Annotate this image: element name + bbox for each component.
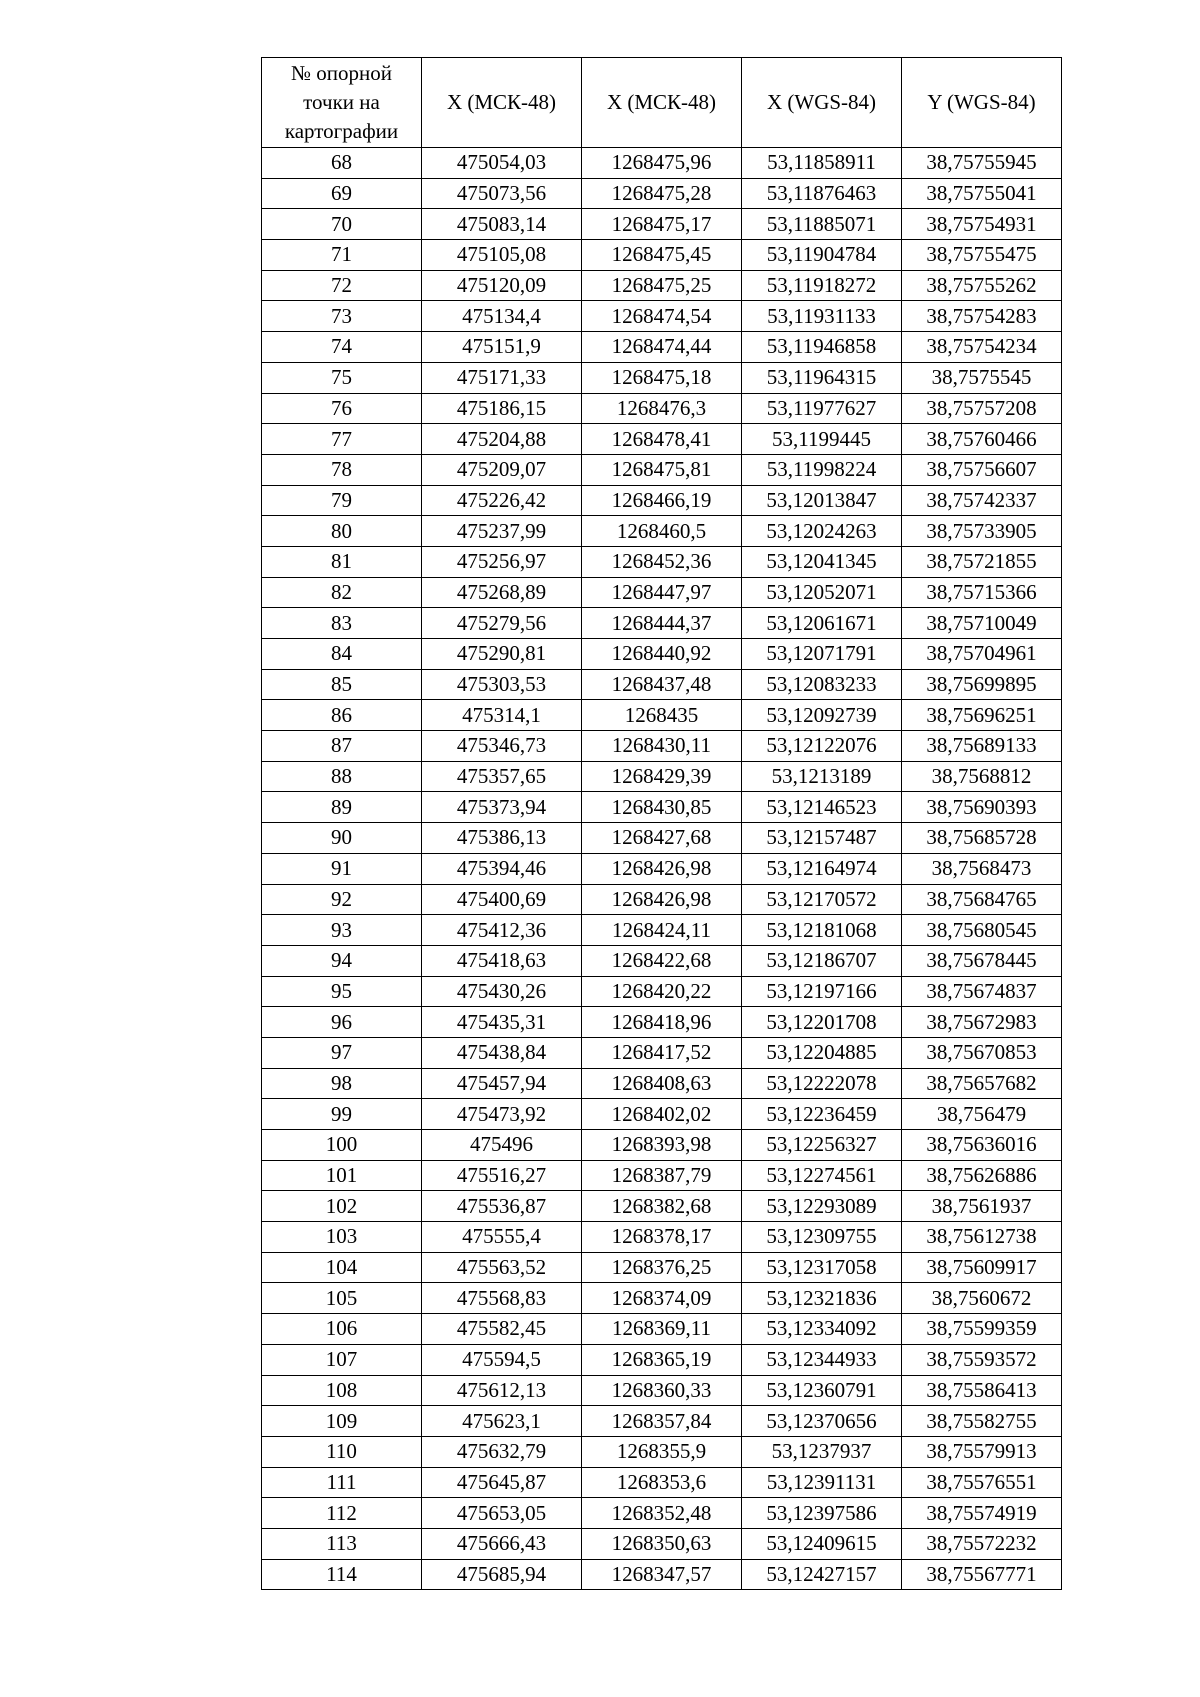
cell-y-msk: 1268475,81 (582, 454, 742, 485)
cell-y-msk: 1268417,52 (582, 1037, 742, 1068)
cell-x-wgs: 53,12274561 (742, 1160, 902, 1191)
cell-x-wgs: 53,11998224 (742, 454, 902, 485)
cell-x-msk: 475418,63 (422, 945, 582, 976)
cell-y-msk: 1268378,17 (582, 1222, 742, 1253)
table-row (262, 1099, 1062, 1130)
cell-x-wgs: 53,12409615 (742, 1528, 902, 1559)
cell-y-wgs: 38,7561937 (902, 1191, 1062, 1222)
cell-x-msk: 475083,14 (422, 209, 582, 240)
cell-point-number: 84 (262, 639, 422, 670)
header-point-line-2: точки на (303, 90, 380, 114)
cell-y-wgs: 38,75721855 (902, 546, 1062, 577)
table-row (262, 823, 1062, 854)
cell-point-number: 112 (262, 1498, 422, 1529)
cell-x-msk: 475073,56 (422, 178, 582, 209)
cell-point-number: 71 (262, 240, 422, 271)
cell-x-wgs: 53,12293089 (742, 1191, 902, 1222)
cell-x-msk: 475632,79 (422, 1436, 582, 1467)
cell-point-number: 110 (262, 1436, 422, 1467)
cell-y-wgs: 38,75760466 (902, 424, 1062, 455)
cell-y-wgs: 38,75593572 (902, 1344, 1062, 1375)
cell-point-number: 100 (262, 1130, 422, 1161)
cell-y-msk: 1268387,79 (582, 1160, 742, 1191)
cell-point-number: 102 (262, 1191, 422, 1222)
cell-point-number: 95 (262, 976, 422, 1007)
cell-y-msk: 1268369,11 (582, 1314, 742, 1345)
cell-y-wgs: 38,75672983 (902, 1007, 1062, 1038)
cell-x-wgs: 53,11876463 (742, 178, 902, 209)
cell-point-number: 78 (262, 454, 422, 485)
cell-y-wgs: 38,75754283 (902, 301, 1062, 332)
cell-x-msk: 475054,03 (422, 148, 582, 179)
table-row (262, 1344, 1062, 1375)
cell-y-wgs: 38,75755262 (902, 270, 1062, 301)
cell-y-msk: 1268426,98 (582, 853, 742, 884)
cell-y-msk: 1268427,68 (582, 823, 742, 854)
cell-y-wgs: 38,75742337 (902, 485, 1062, 516)
cell-x-msk: 475438,84 (422, 1037, 582, 1068)
table-row (262, 1037, 1062, 1068)
cell-x-msk: 475357,65 (422, 761, 582, 792)
cell-y-msk: 1268355,9 (582, 1436, 742, 1467)
cell-x-msk: 475290,81 (422, 639, 582, 670)
cell-x-wgs: 53,12013847 (742, 485, 902, 516)
table-row (262, 1007, 1062, 1038)
header-x-wgs: X (WGS-84) (742, 58, 902, 148)
cell-y-msk: 1268476,3 (582, 393, 742, 424)
cell-y-msk: 1268353,6 (582, 1467, 742, 1498)
cell-x-wgs: 53,12164974 (742, 853, 902, 884)
cell-y-wgs: 38,756479 (902, 1099, 1062, 1130)
cell-y-msk: 1268422,68 (582, 945, 742, 976)
cell-x-wgs: 53,12146523 (742, 792, 902, 823)
cell-y-wgs: 38,75689133 (902, 731, 1062, 762)
table-row (262, 945, 1062, 976)
cell-x-wgs: 53,11946858 (742, 332, 902, 363)
cell-x-wgs: 53,12344933 (742, 1344, 902, 1375)
cell-y-msk: 1268444,37 (582, 608, 742, 639)
cell-point-number: 74 (262, 332, 422, 363)
header-y-wgs: Y (WGS-84) (902, 58, 1062, 148)
cell-y-wgs: 38,75657682 (902, 1068, 1062, 1099)
table-row (262, 424, 1062, 455)
cell-x-msk: 475268,89 (422, 577, 582, 608)
cell-y-wgs: 38,75680545 (902, 915, 1062, 946)
cell-y-msk: 1268452,36 (582, 546, 742, 577)
table-row (262, 240, 1062, 271)
cell-point-number: 105 (262, 1283, 422, 1314)
cell-y-wgs: 38,75684765 (902, 884, 1062, 915)
table-row (262, 1252, 1062, 1283)
table-row (262, 792, 1062, 823)
cell-y-wgs: 38,75612738 (902, 1222, 1062, 1253)
cell-point-number: 106 (262, 1314, 422, 1345)
cell-y-wgs: 38,75609917 (902, 1252, 1062, 1283)
cell-x-wgs: 53,12236459 (742, 1099, 902, 1130)
table-row (262, 577, 1062, 608)
table-row (262, 1160, 1062, 1191)
table-row (262, 976, 1062, 1007)
table-row (262, 1559, 1062, 1590)
cell-y-wgs: 38,75674837 (902, 976, 1062, 1007)
cell-y-wgs: 38,7560672 (902, 1283, 1062, 1314)
cell-x-msk: 475400,69 (422, 884, 582, 915)
cell-y-wgs: 38,75755475 (902, 240, 1062, 271)
cell-y-msk: 1268429,39 (582, 761, 742, 792)
header-point-line-3: картографии (284, 119, 399, 143)
table-row (262, 1375, 1062, 1406)
cell-point-number: 89 (262, 792, 422, 823)
cell-x-msk: 475430,26 (422, 976, 582, 1007)
cell-point-number: 103 (262, 1222, 422, 1253)
cell-y-msk: 1268475,25 (582, 270, 742, 301)
cell-x-wgs: 53,12197166 (742, 976, 902, 1007)
cell-point-number: 104 (262, 1252, 422, 1283)
cell-y-msk: 1268365,19 (582, 1344, 742, 1375)
cell-y-msk: 1268435 (582, 700, 742, 731)
cell-y-msk: 1268447,97 (582, 577, 742, 608)
cell-point-number: 69 (262, 178, 422, 209)
cell-x-msk: 475171,33 (422, 362, 582, 393)
cell-point-number: 92 (262, 884, 422, 915)
cell-y-msk: 1268475,28 (582, 178, 742, 209)
cell-x-msk: 475279,56 (422, 608, 582, 639)
cell-point-number: 97 (262, 1037, 422, 1068)
cell-x-wgs: 53,1199445 (742, 424, 902, 455)
cell-y-msk: 1268440,92 (582, 639, 742, 670)
cell-x-wgs: 53,11918272 (742, 270, 902, 301)
cell-point-number: 79 (262, 485, 422, 516)
cell-y-wgs: 38,75696251 (902, 700, 1062, 731)
cell-x-msk: 475386,13 (422, 823, 582, 854)
cell-x-msk: 475314,1 (422, 700, 582, 731)
cell-y-msk: 1268466,19 (582, 485, 742, 516)
cell-y-msk: 1268460,5 (582, 516, 742, 547)
cell-y-wgs: 38,75579913 (902, 1436, 1062, 1467)
cell-x-wgs: 53,12157487 (742, 823, 902, 854)
cell-x-msk: 475120,09 (422, 270, 582, 301)
cell-y-wgs: 38,75586413 (902, 1375, 1062, 1406)
table-row (262, 209, 1062, 240)
cell-point-number: 76 (262, 393, 422, 424)
cell-point-number: 85 (262, 669, 422, 700)
cell-x-msk: 475496 (422, 1130, 582, 1161)
cell-x-wgs: 53,12170572 (742, 884, 902, 915)
cell-y-wgs: 38,75699895 (902, 669, 1062, 700)
cell-x-wgs: 53,12061671 (742, 608, 902, 639)
cell-y-msk: 1268382,68 (582, 1191, 742, 1222)
cell-x-msk: 475226,42 (422, 485, 582, 516)
table-row (262, 853, 1062, 884)
cell-point-number: 99 (262, 1099, 422, 1130)
cell-x-msk: 475473,92 (422, 1099, 582, 1130)
cell-x-msk: 475237,99 (422, 516, 582, 547)
cell-x-wgs: 53,12052071 (742, 577, 902, 608)
cell-y-wgs: 38,75710049 (902, 608, 1062, 639)
cell-point-number: 90 (262, 823, 422, 854)
table-row (262, 454, 1062, 485)
cell-x-wgs: 53,11885071 (742, 209, 902, 240)
cell-y-wgs: 38,75733905 (902, 516, 1062, 547)
cell-y-wgs: 38,75756607 (902, 454, 1062, 485)
table-row (262, 332, 1062, 363)
cell-y-msk: 1268376,25 (582, 1252, 742, 1283)
cell-y-wgs: 38,75567771 (902, 1559, 1062, 1590)
cell-y-wgs: 38,75757208 (902, 393, 1062, 424)
table-row (262, 362, 1062, 393)
cell-y-wgs: 38,75755041 (902, 178, 1062, 209)
table-row (262, 1222, 1062, 1253)
cell-y-wgs: 38,75599359 (902, 1314, 1062, 1345)
cell-x-wgs: 53,1213189 (742, 761, 902, 792)
cell-x-msk: 475555,4 (422, 1222, 582, 1253)
table-row (262, 884, 1062, 915)
table-row (262, 1068, 1062, 1099)
cell-point-number: 73 (262, 301, 422, 332)
cell-y-msk: 1268418,96 (582, 1007, 742, 1038)
coordinates-table (261, 57, 1062, 1590)
table-row (262, 546, 1062, 577)
cell-point-number: 86 (262, 700, 422, 731)
cell-x-wgs: 53,11858911 (742, 148, 902, 179)
cell-x-msk: 475666,43 (422, 1528, 582, 1559)
cell-y-msk: 1268475,96 (582, 148, 742, 179)
cell-x-wgs: 53,12041345 (742, 546, 902, 577)
table-row (262, 639, 1062, 670)
cell-y-msk: 1268357,84 (582, 1406, 742, 1437)
cell-point-number: 81 (262, 546, 422, 577)
cell-y-wgs: 38,75582755 (902, 1406, 1062, 1437)
table-row (262, 270, 1062, 301)
table-row (262, 485, 1062, 516)
cell-x-wgs: 53,12186707 (742, 945, 902, 976)
cell-point-number: 108 (262, 1375, 422, 1406)
cell-point-number: 96 (262, 1007, 422, 1038)
cell-point-number: 94 (262, 945, 422, 976)
cell-y-wgs: 38,75574919 (902, 1498, 1062, 1529)
cell-y-msk: 1268430,11 (582, 731, 742, 762)
cell-x-msk: 475394,46 (422, 853, 582, 884)
cell-x-wgs: 53,12201708 (742, 1007, 902, 1038)
table-row (262, 516, 1062, 547)
cell-y-msk: 1268430,85 (582, 792, 742, 823)
cell-y-wgs: 38,75755945 (902, 148, 1062, 179)
table-row (262, 1283, 1062, 1314)
cell-x-msk: 475568,83 (422, 1283, 582, 1314)
cell-x-wgs: 53,12256327 (742, 1130, 902, 1161)
cell-y-wgs: 38,75670853 (902, 1037, 1062, 1068)
table-row (262, 731, 1062, 762)
cell-x-wgs: 53,11977627 (742, 393, 902, 424)
table-row (262, 301, 1062, 332)
cell-x-wgs: 53,12122076 (742, 731, 902, 762)
cell-x-msk: 475516,27 (422, 1160, 582, 1191)
header-row (262, 58, 1062, 148)
cell-y-wgs: 38,75690393 (902, 792, 1062, 823)
cell-x-wgs: 53,12391131 (742, 1467, 902, 1498)
cell-x-msk: 475186,15 (422, 393, 582, 424)
cell-y-wgs: 38,75678445 (902, 945, 1062, 976)
table-row (262, 1498, 1062, 1529)
cell-x-msk: 475412,36 (422, 915, 582, 946)
cell-point-number: 75 (262, 362, 422, 393)
cell-point-number: 111 (262, 1467, 422, 1498)
cell-y-wgs: 38,75576551 (902, 1467, 1062, 1498)
cell-y-wgs: 38,7575545 (902, 362, 1062, 393)
cell-y-wgs: 38,75636016 (902, 1130, 1062, 1161)
cell-x-msk: 475612,13 (422, 1375, 582, 1406)
cell-x-wgs: 53,1237937 (742, 1436, 902, 1467)
cell-y-msk: 1268352,48 (582, 1498, 742, 1529)
cell-x-msk: 475653,05 (422, 1498, 582, 1529)
table-row (262, 1467, 1062, 1498)
table-row (262, 1436, 1062, 1467)
cell-x-wgs: 53,12360791 (742, 1375, 902, 1406)
cell-y-msk: 1268475,18 (582, 362, 742, 393)
header-x-msk: X (МСК-48) (422, 58, 582, 148)
cell-y-wgs: 38,75626886 (902, 1160, 1062, 1191)
cell-x-wgs: 53,12181068 (742, 915, 902, 946)
cell-y-msk: 1268437,48 (582, 669, 742, 700)
cell-x-wgs: 53,12309755 (742, 1222, 902, 1253)
table-row (262, 1406, 1062, 1437)
cell-x-msk: 475151,9 (422, 332, 582, 363)
cell-x-wgs: 53,12317058 (742, 1252, 902, 1283)
cell-point-number: 93 (262, 915, 422, 946)
table-row (262, 669, 1062, 700)
cell-x-wgs: 53,12397586 (742, 1498, 902, 1529)
cell-x-msk: 475204,88 (422, 424, 582, 455)
cell-point-number: 77 (262, 424, 422, 455)
cell-point-number: 72 (262, 270, 422, 301)
cell-y-msk: 1268478,41 (582, 424, 742, 455)
cell-point-number: 80 (262, 516, 422, 547)
cell-x-msk: 475594,5 (422, 1344, 582, 1375)
cell-x-wgs: 53,12222078 (742, 1068, 902, 1099)
cell-y-wgs: 38,75715366 (902, 577, 1062, 608)
cell-x-msk: 475435,31 (422, 1007, 582, 1038)
cell-y-msk: 1268393,98 (582, 1130, 742, 1161)
table-body (262, 148, 1062, 1590)
cell-x-msk: 475582,45 (422, 1314, 582, 1345)
cell-y-msk: 1268475,45 (582, 240, 742, 271)
table-row (262, 148, 1062, 179)
cell-y-wgs: 38,7568812 (902, 761, 1062, 792)
cell-x-msk: 475536,87 (422, 1191, 582, 1222)
cell-x-wgs: 53,11904784 (742, 240, 902, 271)
header-point-line-1: № опорной (290, 61, 392, 85)
cell-y-wgs: 38,75754234 (902, 332, 1062, 363)
cell-y-msk: 1268408,63 (582, 1068, 742, 1099)
table-row (262, 700, 1062, 731)
table-row (262, 1314, 1062, 1345)
cell-x-msk: 475457,94 (422, 1068, 582, 1099)
cell-x-msk: 475303,53 (422, 669, 582, 700)
cell-x-wgs: 53,12083233 (742, 669, 902, 700)
table-row (262, 608, 1062, 639)
cell-point-number: 87 (262, 731, 422, 762)
table-row (262, 761, 1062, 792)
cell-point-number: 68 (262, 148, 422, 179)
cell-x-wgs: 53,12024263 (742, 516, 902, 547)
cell-point-number: 82 (262, 577, 422, 608)
table-header (262, 58, 1062, 148)
cell-x-msk: 475209,07 (422, 454, 582, 485)
cell-x-msk: 475645,87 (422, 1467, 582, 1498)
cell-x-wgs: 53,12427157 (742, 1559, 902, 1590)
table-row (262, 393, 1062, 424)
cell-x-msk: 475685,94 (422, 1559, 582, 1590)
cell-y-wgs: 38,7568473 (902, 853, 1062, 884)
cell-point-number: 91 (262, 853, 422, 884)
cell-x-msk: 475256,97 (422, 546, 582, 577)
cell-y-msk: 1268360,33 (582, 1375, 742, 1406)
cell-y-msk: 1268374,09 (582, 1283, 742, 1314)
header-y-msk: X (МСК-48) (582, 58, 742, 148)
cell-y-wgs: 38,75685728 (902, 823, 1062, 854)
cell-point-number: 70 (262, 209, 422, 240)
header-point-number (262, 58, 422, 148)
cell-x-msk: 475373,94 (422, 792, 582, 823)
cell-x-wgs: 53,12092739 (742, 700, 902, 731)
cell-y-msk: 1268420,22 (582, 976, 742, 1007)
cell-y-wgs: 38,75704961 (902, 639, 1062, 670)
cell-point-number: 98 (262, 1068, 422, 1099)
table-row (262, 915, 1062, 946)
cell-point-number: 113 (262, 1528, 422, 1559)
cell-point-number: 109 (262, 1406, 422, 1437)
cell-y-msk: 1268474,54 (582, 301, 742, 332)
cell-point-number: 107 (262, 1344, 422, 1375)
cell-y-msk: 1268424,11 (582, 915, 742, 946)
cell-y-msk: 1268474,44 (582, 332, 742, 363)
cell-point-number: 83 (262, 608, 422, 639)
cell-x-wgs: 53,12321836 (742, 1283, 902, 1314)
cell-x-wgs: 53,12334092 (742, 1314, 902, 1345)
cell-x-wgs: 53,12370656 (742, 1406, 902, 1437)
cell-x-msk: 475563,52 (422, 1252, 582, 1283)
cell-point-number: 114 (262, 1559, 422, 1590)
table-row (262, 178, 1062, 209)
cell-x-msk: 475623,1 (422, 1406, 582, 1437)
cell-x-msk: 475105,08 (422, 240, 582, 271)
cell-x-wgs: 53,12204885 (742, 1037, 902, 1068)
cell-x-wgs: 53,11931133 (742, 301, 902, 332)
cell-x-wgs: 53,11964315 (742, 362, 902, 393)
cell-y-msk: 1268347,57 (582, 1559, 742, 1590)
cell-y-wgs: 38,75572232 (902, 1528, 1062, 1559)
cell-y-msk: 1268350,63 (582, 1528, 742, 1559)
table-row (262, 1528, 1062, 1559)
cell-y-msk: 1268475,17 (582, 209, 742, 240)
cell-y-msk: 1268426,98 (582, 884, 742, 915)
cell-point-number: 88 (262, 761, 422, 792)
cell-x-msk: 475346,73 (422, 731, 582, 762)
table-row (262, 1130, 1062, 1161)
cell-point-number: 101 (262, 1160, 422, 1191)
cell-x-wgs: 53,12071791 (742, 639, 902, 670)
cell-y-wgs: 38,75754931 (902, 209, 1062, 240)
cell-y-msk: 1268402,02 (582, 1099, 742, 1130)
cell-x-msk: 475134,4 (422, 301, 582, 332)
table-row (262, 1191, 1062, 1222)
